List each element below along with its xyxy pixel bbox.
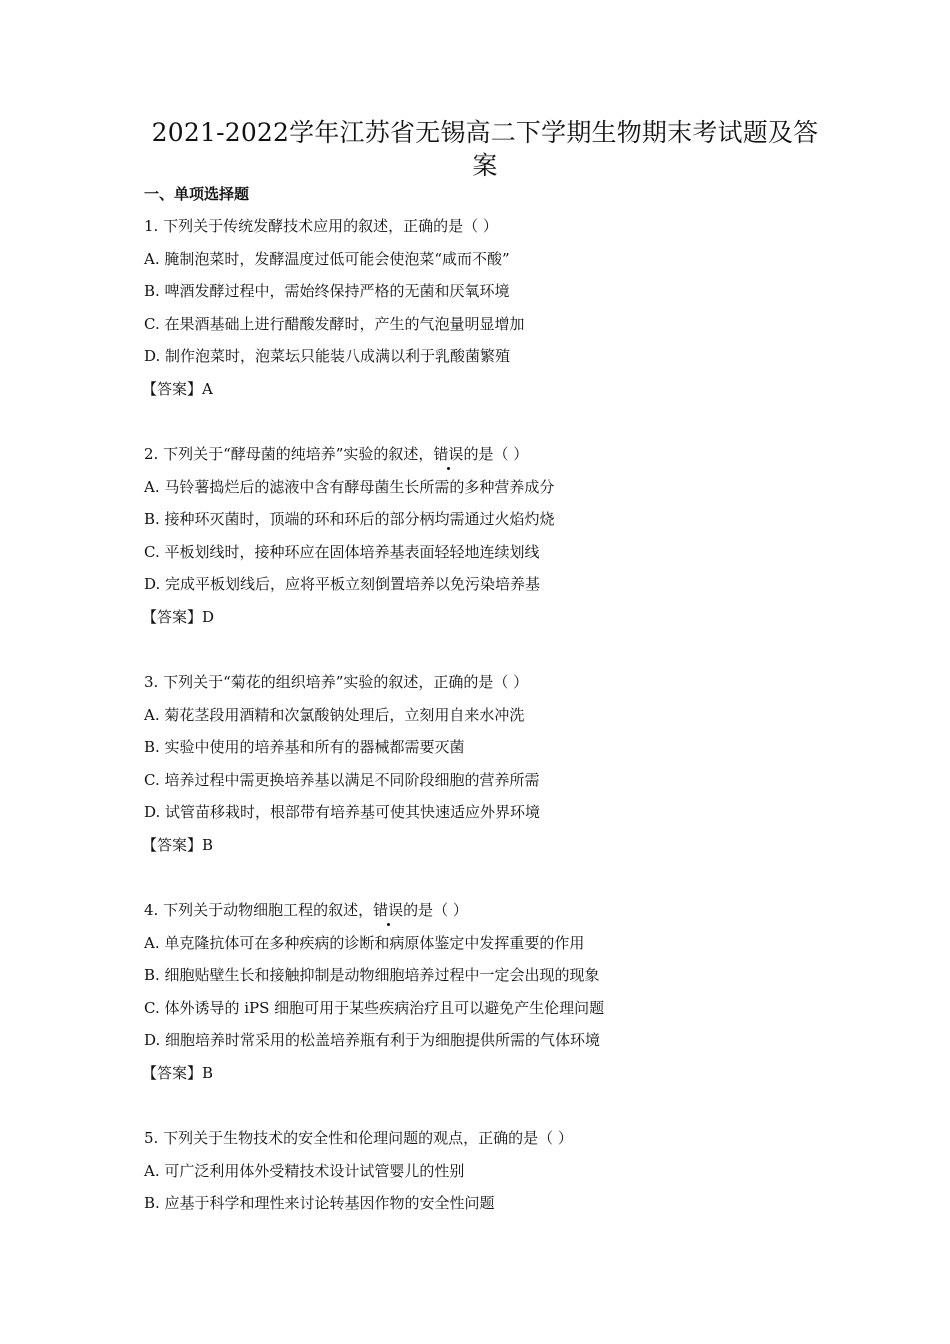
- question-2-option-d: D. 完成平板划线后，应将平板立刻倒置培养以免污染培养基: [144, 575, 541, 593]
- question-2-stem: 2. 下列关于“酵母菌的纯培养”实验的叙述，错误的是（ ）: [144, 445, 529, 463]
- question-3-option-c: C. 培养过程中需更换培养基以满足不同阶段细胞的营养所需: [144, 771, 540, 789]
- question-4-option-a: A. 单克隆抗体可在多种疾病的诊断和病原体鉴定中发挥重要的作用: [144, 934, 585, 952]
- question-4-option-d: D. 细胞培养时常采用的松盖培养瓶有利于为细胞提供所需的气体环境: [144, 1031, 601, 1049]
- question-3-option-d: D. 试管苗移栽时，根部带有培养基可使其快速适应外界环境: [144, 803, 541, 821]
- title-line-2: 案: [472, 151, 498, 180]
- question-2-option-c: C. 平板划线时，接种环应在固体培养基表面轻轻地连续划线: [144, 543, 540, 561]
- question-3-option-a: A. 菊花茎段用酒精和次氯酸钠处理后，立刻用自来水冲洗: [144, 706, 525, 724]
- emphasis-mark: 错误: [433, 445, 464, 463]
- question-2-option-a: A. 马铃薯捣烂后的滤液中含有酵母菌生长所需的多种营养成分: [144, 478, 555, 496]
- question-1-option-c: C. 在果酒基础上进行醋酸发酵时，产生的气泡量明显增加: [144, 315, 525, 333]
- question-4-option-c: C. 体外诱导的 iPS 细胞可用于某些疾病治疗且可以避免产生伦理问题: [144, 999, 605, 1017]
- question-4-option-b: B. 细胞贴壁生长和接触抑制是动物细胞培养过程中一定会出现的现象: [144, 966, 600, 984]
- emphasis-mark: 错误: [373, 901, 404, 919]
- question-4-answer: 【答案】B: [142, 1064, 214, 1082]
- document-title: [120, 116, 850, 182]
- question-1-stem: 1. 下列关于传统发酵技术应用的叙述，正确的是（ ）: [144, 217, 498, 235]
- question-5-option-a: A. 可广泛利用体外受精技术设计试管婴儿的性别: [144, 1162, 465, 1180]
- question-1-answer: 【答案】A: [142, 380, 213, 398]
- question-3-stem: 3. 下列关于“菊花的组织培养”实验的叙述，正确的是（ ）: [144, 673, 529, 691]
- question-1-option-d: D. 制作泡菜时，泡菜坛只能装八成满以利于乳酸菌繁殖: [144, 347, 511, 365]
- question-5-stem: 5. 下列关于生物技术的安全性和伦理问题的观点，正确的是（ ）: [144, 1129, 573, 1147]
- question-3-option-b: B. 实验中使用的培养基和所有的器械都需要灭菌: [144, 738, 465, 756]
- question-2-option-b: B. 接种环灭菌时，顶端的环和环后的部分柄均需通过火焰灼烧: [144, 510, 555, 528]
- question-5-option-b: B. 应基于科学和理性来讨论转基因作物的安全性问题: [144, 1194, 495, 1212]
- question-2-answer: 【答案】D: [142, 608, 215, 626]
- question-1-option-b: B. 啤酒发酵过程中，需始终保持严格的无菌和厌氧环境: [144, 282, 510, 300]
- title-line-1: 2021-2022学年江苏省无锡高二下学期生物期末考试题及答: [151, 118, 819, 147]
- question-1-option-a: A. 腌制泡菜时，发酵温度过低可能会使泡菜“咸而不酸”: [144, 250, 510, 268]
- section-heading: 一、单项选择题: [144, 185, 250, 203]
- question-3-answer: 【答案】B: [142, 836, 214, 854]
- question-4-stem: 4. 下列关于动物细胞工程的叙述，错误的是（ ）: [144, 901, 468, 919]
